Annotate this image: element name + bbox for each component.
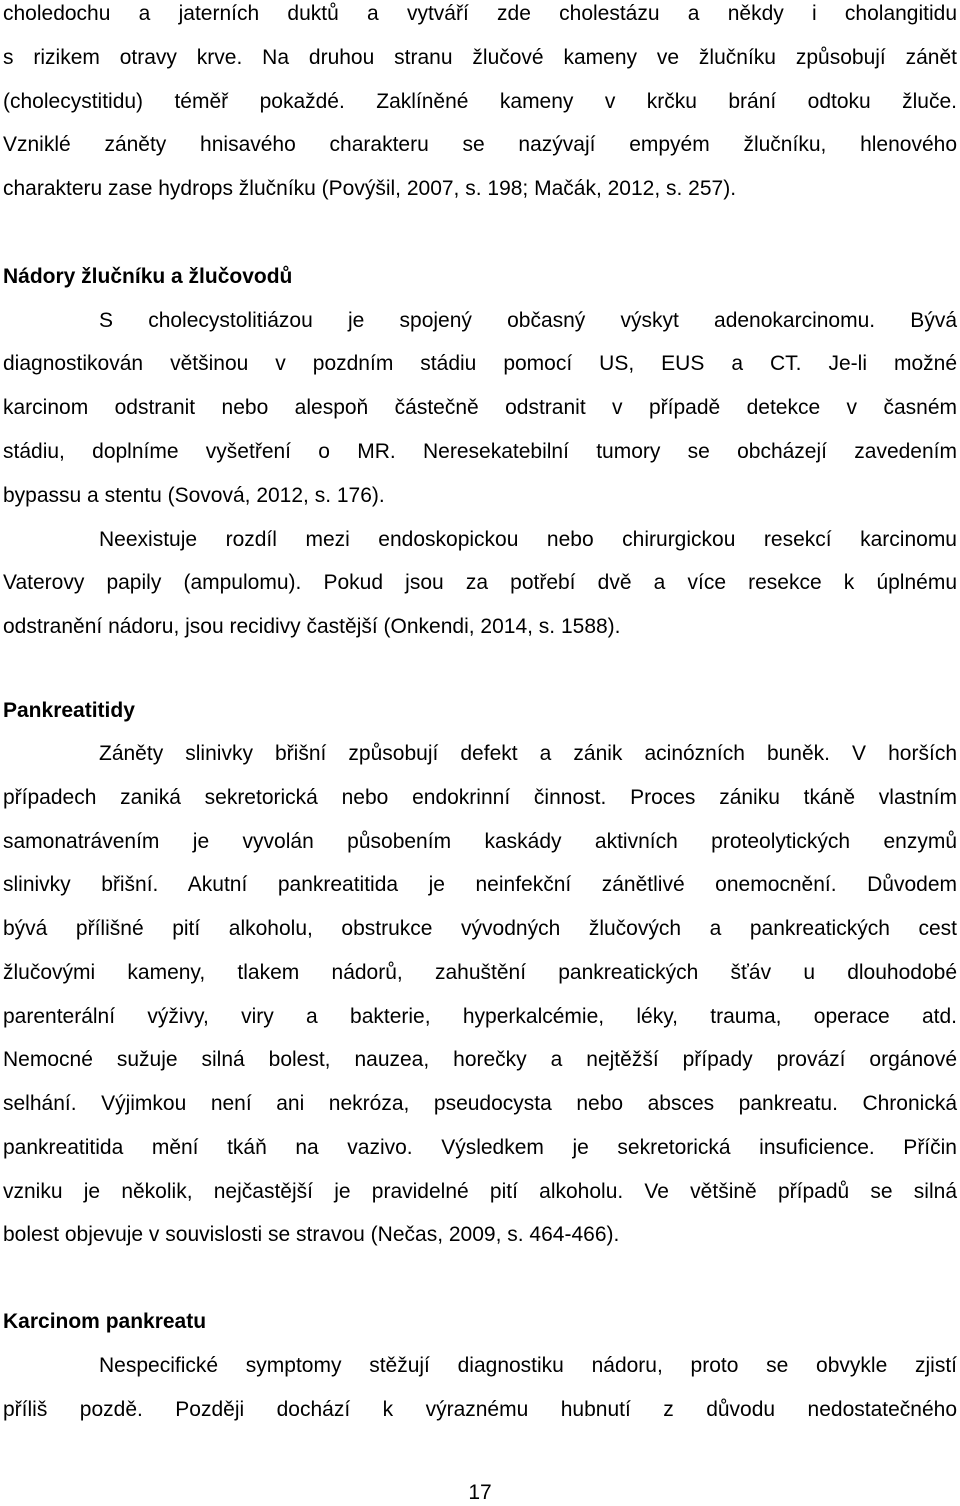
- paragraph-line: bypassu a stentu (Sovová, 2012, s. 176).: [3, 484, 385, 507]
- paragraph-line: Vzniklé záněty hnisavého charakteru se nazývají empyém žlučníku, hlenového: [3, 133, 957, 156]
- paragraph-line: stádiu, doplníme vyšetření o MR. Neresekatebilní tumory se obcházejí zavedením: [3, 440, 957, 463]
- paragraph-line: choledochu a jaterních duktů a vytváří zde cholestázu a někdy i cholangitidu: [3, 2, 957, 25]
- paragraph-line: případech zaniká sekretorická nebo endokrinní činnost. Proces zániku tkáně vlastním: [3, 786, 957, 809]
- section-heading: Nádory žlučníku a žlučovodů: [3, 265, 293, 288]
- paragraph-line: Nespecifické symptomy stěžují diagnostiku nádoru, proto se obvykle zjistí: [99, 1354, 957, 1377]
- paragraph-line: Záněty slinivky břišní způsobují defekt a zánik acinózních buněk. V horších: [99, 742, 957, 765]
- paragraph-line: S cholecystolitiázou je spojený občasný výskyt adenokarcinomu. Bývá: [99, 309, 957, 332]
- paragraph-line: slinivky břišní. Akutní pankreatitida je neinfekční zánětlivé onemocnění. Důvodem: [3, 873, 957, 896]
- paragraph-line: karcinom odstranit nebo alespoň částečně odstranit v případě detekce v časném: [3, 396, 957, 419]
- paragraph-line: vzniku je několik, nejčastější je pravidelné pití alkoholu. Ve většině případů se silná: [3, 1180, 957, 1203]
- paragraph-line: charakteru zase hydrops žlučníku (Povýšil, 2007, s. 198; Mačák, 2012, s. 257).: [3, 177, 737, 200]
- paragraph-line: Nemocné sužuje silná bolest, nauzea, horečky a nejtěžší případy provází orgánové: [3, 1048, 957, 1071]
- paragraph-line: příliš pozdě. Později dochází k výraznému hubnutí z důvodu nedostatečného: [3, 1398, 957, 1421]
- section-heading: Pankreatitidy: [3, 699, 135, 722]
- paragraph-line: diagnostikován většinou v pozdním stádiu pomocí US, EUS a CT. Je-li možné: [3, 352, 957, 375]
- paragraph-line: parenterální výživy, viry a bakterie, hyperkalcémie, léky, trauma, operace atd.: [3, 1005, 957, 1028]
- paragraph-line: odstranění nádoru, jsou recidivy častější (Onkendi, 2014, s. 1588).: [3, 615, 621, 638]
- paragraph-line: samonatrávením je vyvolán působením kaskády aktivních proteolytických enzymů: [3, 830, 957, 853]
- paragraph-line: pankreatitida mění tkáň na vazivo. Výsledkem je sekretorická insuficience. Příčin: [3, 1136, 957, 1159]
- section-heading: Karcinom pankreatu: [3, 1310, 207, 1333]
- page-number: 17: [468, 1481, 492, 1504]
- paragraph-line: s rizikem otravy krve. Na druhou stranu žlučové kameny ve žlučníku způsobují zánět: [3, 46, 957, 69]
- paragraph-line: selhání. Výjimkou není ani nekróza, pseudocysta nebo absces pankreatu. Chronická: [3, 1092, 957, 1115]
- paragraph-line: Neexistuje rozdíl mezi endoskopickou nebo chirurgickou resekcí karcinomu: [99, 528, 957, 551]
- paragraph-line: bolest objevuje v souvislosti se stravou (Nečas, 2009, s. 464-466).: [3, 1223, 620, 1246]
- paragraph-line: bývá přílišné pití alkoholu, obstrukce vývodných žlučových a pankreatických cest: [3, 917, 957, 940]
- paragraph-line: žlučovými kameny, tlakem nádorů, zahuštění pankreatických šťáv u dlouhodobé: [3, 961, 957, 984]
- paragraph-line: Vaterovy papily (ampulomu). Pokud jsou za potřebí dvě a více resekce k úplnému: [3, 571, 957, 594]
- paragraph-line: (cholecystitidu) téměř pokaždé. Zaklíněné kameny v krčku brání odtoku žluče.: [3, 90, 957, 113]
